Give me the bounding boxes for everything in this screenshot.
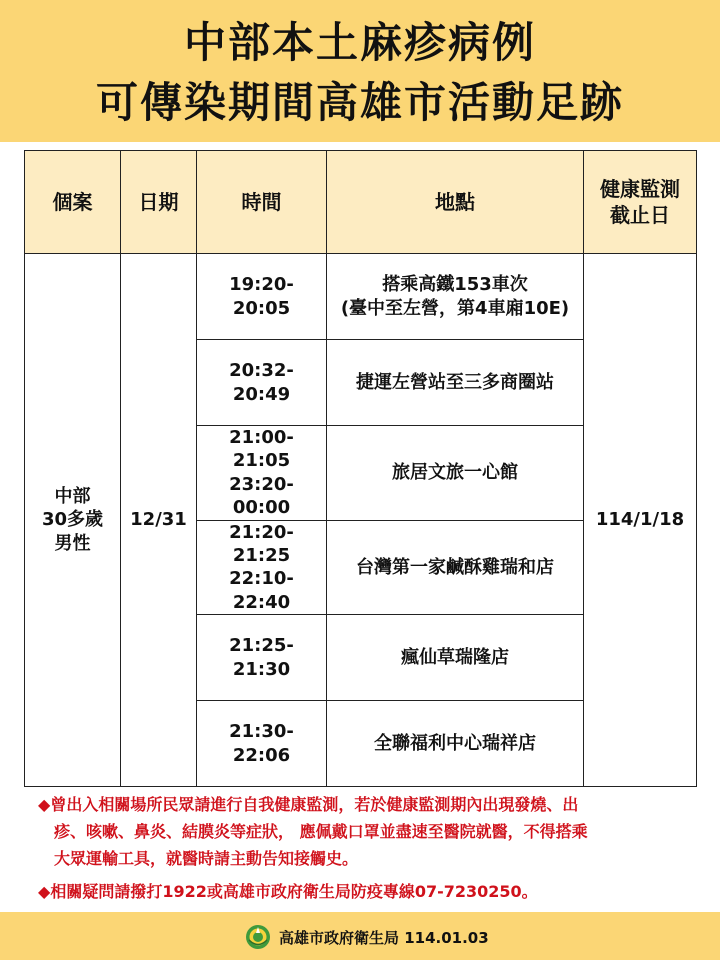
note1-line1: 曾出入相關場所民眾請進行自我健康監測，若於健康監測期內出現發燒、出 (50, 795, 579, 814)
time-cell: 21:30-22:06 (197, 701, 327, 787)
monitor-end-cell: 114/1/18 (584, 254, 697, 787)
place-cell: 瘋仙草瑞隆店 (327, 615, 584, 701)
case-line1: 中部 (54, 485, 91, 507)
header-date: 日期 (121, 151, 197, 254)
health-bureau-logo-icon (245, 924, 271, 950)
time-cell (197, 520, 327, 615)
place-cell: 全聯福利中心瑞祥店 (327, 701, 584, 787)
time-line2: 23:20-00:00 (229, 473, 294, 519)
footprint-table-container (24, 150, 697, 787)
place-cell: 台灣第一家鹹酥雞瑞和店 (327, 520, 584, 615)
time-cell: 20:32-20:49 (197, 340, 327, 426)
time-line1: 21:20-21:25 (229, 521, 294, 566)
footer-banner (0, 912, 720, 960)
time-cell: 21:25-21:30 (197, 615, 327, 701)
header-banner (0, 0, 720, 142)
footprint-table (24, 150, 697, 787)
time-line2: 22:10-22:40 (229, 568, 294, 613)
note1-line2: 疹、咳嗽、鼻炎、結膜炎等症狀， 應佩戴口罩並盡速至醫院就醫，不得搭乘 (54, 822, 588, 841)
place-line1: 搭乘高鐵153車次 (382, 274, 528, 296)
header-place: 地點 (327, 151, 584, 254)
place-cell (327, 254, 584, 340)
diamond-bullet-icon: ◆ (38, 795, 51, 814)
header-monitor-line1: 健康監測 (600, 177, 680, 201)
note1-line3: 大眾運輸工具，就醫時請主動告知接觸史。 (54, 849, 359, 868)
header-monitor-end (584, 151, 697, 254)
time-cell (197, 426, 327, 521)
page-title-line1: 中部本土麻疹病例 (183, 18, 536, 67)
footer-content (245, 923, 489, 951)
page-title-line2: 可傳染期間高雄市活動足跡 (95, 78, 624, 127)
date-cell: 12/31 (121, 254, 197, 787)
table-header-row (25, 151, 697, 254)
place-cell: 旅居文旅一心館 (327, 426, 584, 521)
diamond-bullet-icon: ◆ (38, 882, 51, 901)
case-cell (25, 254, 121, 787)
place-line2: (臺中至左營，第4車廂10E) (340, 297, 570, 319)
place-cell: 捷運左營站至三多商圈站 (327, 340, 584, 426)
footer-text: 高雄市政府衛生局 114.01.03 (279, 928, 489, 947)
advisory-note-2 (38, 878, 698, 905)
header-monitor-line2: 截止日 (610, 203, 670, 227)
advisory-note-1 (38, 791, 698, 872)
header-case: 個案 (25, 151, 121, 254)
table-row (25, 254, 697, 340)
note2-text: 相關疑問請撥打1922或高雄市政府衛生局防疫專線07-7230250。 (50, 882, 538, 901)
header-time: 時間 (197, 151, 327, 254)
time-line1: 21:00-21:05 (229, 427, 294, 472)
case-line2: 30多歲 (41, 509, 104, 531)
case-line3: 男性 (54, 532, 91, 554)
time-cell: 19:20-20:05 (197, 254, 327, 340)
